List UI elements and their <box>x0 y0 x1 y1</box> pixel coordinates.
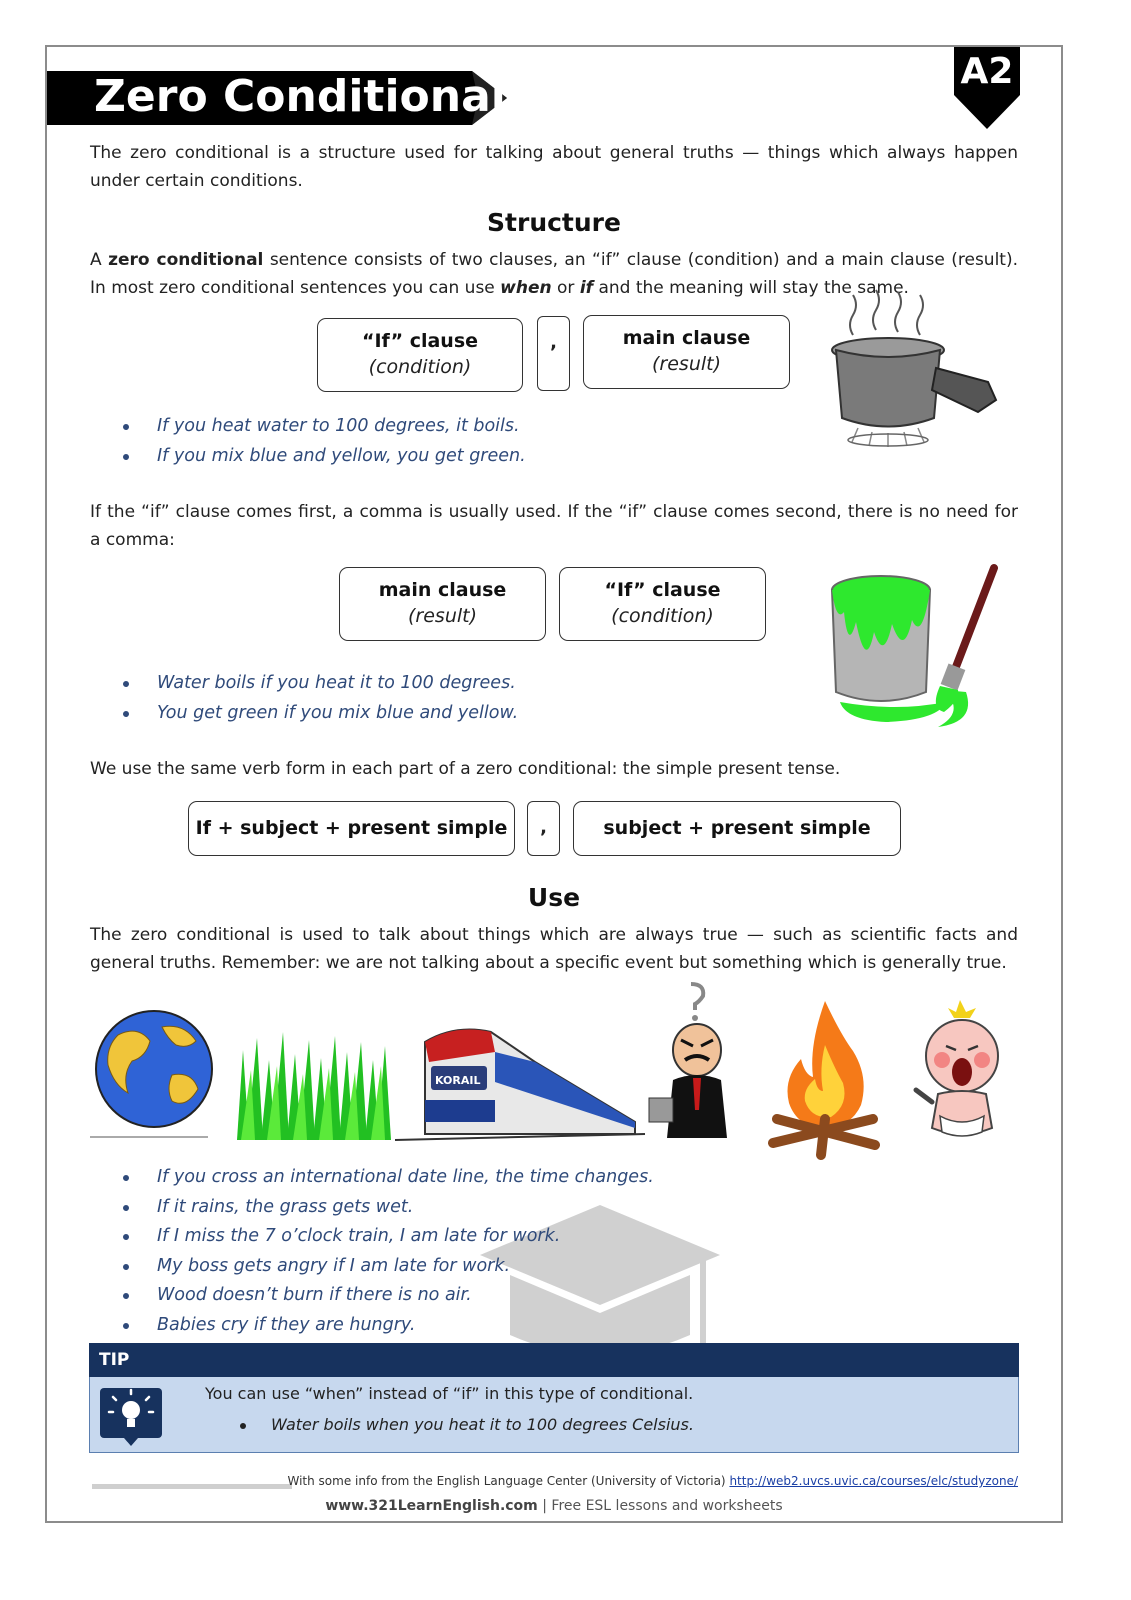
boiling-pot-illustration <box>828 290 1003 455</box>
list-item: Water boils if you heat it to 100 degrees. <box>120 669 518 699</box>
tip-example: Water boils when you heat it to 100 degrees Celsius. <box>271 1415 694 1434</box>
grass-illustration <box>233 1030 393 1145</box>
globe-illustration <box>88 1005 228 1145</box>
list-item: You get green if you mix blue and yellow. <box>120 699 518 729</box>
angry-boss-illustration <box>645 980 745 1145</box>
use-paragraph: The zero conditional is used to talk about things which are always true — such as scientific facts and general truths. Remember: we are not talking about a specific event but something which is generally true. <box>90 925 1018 973</box>
intro-paragraph: The zero conditional is a structure used for talking about general truths — things which always happen under certain conditions. <box>90 143 1018 191</box>
examples-list-1 <box>120 412 526 471</box>
crying-baby-illustration <box>912 998 1007 1148</box>
list-item: If I miss the 7 o’clock train, I am late for work. <box>120 1222 654 1252</box>
lightbulb-icon <box>100 1388 164 1448</box>
formula-text: If + subject + present simple <box>195 817 508 839</box>
if-clause-box <box>317 318 523 392</box>
page-title: Zero Conditional <box>94 71 506 122</box>
list-item: Wood doesn’t burn if there is no air. <box>120 1281 654 1311</box>
level-label: A2 <box>960 51 1014 92</box>
tip-header <box>89 1343 1019 1377</box>
box-title: “If” clause <box>604 579 721 601</box>
tip-label: TIP <box>99 1350 130 1370</box>
footer: www.321LearnEnglish.com | Free ESL lessons and worksheets <box>325 1498 783 1514</box>
verb-form-paragraph: We use the same verb form in each part of a zero conditional: the simple present tense. <box>90 759 841 779</box>
list-item: If you mix blue and yellow, you get green. <box>120 442 526 472</box>
use-examples-list <box>120 1163 654 1340</box>
box-subtitle: (condition) <box>368 356 472 378</box>
box-subtitle: (condition) <box>611 605 714 627</box>
comma-box: , <box>537 316 570 391</box>
train-brand-label: KORAIL <box>435 1074 481 1087</box>
main-clause-box <box>339 567 546 641</box>
main-clause-formula-box <box>573 801 901 856</box>
box-title: “If” clause <box>361 330 479 352</box>
box-title: main clause <box>622 327 751 349</box>
structure-paragraph: A zero conditional sentence consists of two clauses, an “if” clause (condition) and a main clause (result). In most zero conditional sentences you can use when or if and the meaning will stay the same. <box>90 250 1019 298</box>
if-clause-box <box>559 567 766 641</box>
green-paint-illustration <box>826 562 1004 742</box>
credit-line: With some info from the English Language Center (University of Victoria) http://web2.uvcs.uvic.ca/courses/elc/studyzone/ <box>287 1474 1018 1488</box>
structure-heading: Structure <box>487 208 621 237</box>
box-title: main clause <box>378 579 507 601</box>
credit-link[interactable]: http://web2.uvcs.uvic.ca/courses/elc/studyzone/ <box>729 1474 1018 1488</box>
use-heading: Use <box>527 883 581 912</box>
list-item: If it rains, the grass gets wet. <box>120 1193 654 1223</box>
comma-box: , <box>527 801 560 856</box>
formula-text: subject + present simple <box>603 817 871 839</box>
if-clause-formula-box <box>188 801 515 856</box>
list-item: If you cross an international date line, the time changes. <box>120 1163 654 1193</box>
footer-site-link[interactable]: www.321LearnEnglish.com <box>325 1498 538 1514</box>
list-item: If you heat water to 100 degrees, it boils. <box>120 412 526 442</box>
list-item: Babies cry if they are hungry. <box>120 1311 654 1341</box>
bullet <box>240 1423 246 1429</box>
main-clause-box <box>583 315 790 389</box>
box-subtitle: (result) <box>408 605 477 627</box>
comma-rule-paragraph: If the “if” clause comes first, a comma is usually used. If the “if” clause comes second, there is no need for a comma: <box>90 502 1018 550</box>
train-illustration <box>395 1022 645 1147</box>
campfire-illustration <box>765 995 885 1160</box>
examples-list-2 <box>120 669 518 728</box>
list-item: My boss gets angry if I am late for work. <box>120 1252 654 1282</box>
tip-text: You can use “when” instead of “if” in this type of conditional. <box>205 1384 694 1403</box>
box-subtitle: (result) <box>652 353 721 375</box>
